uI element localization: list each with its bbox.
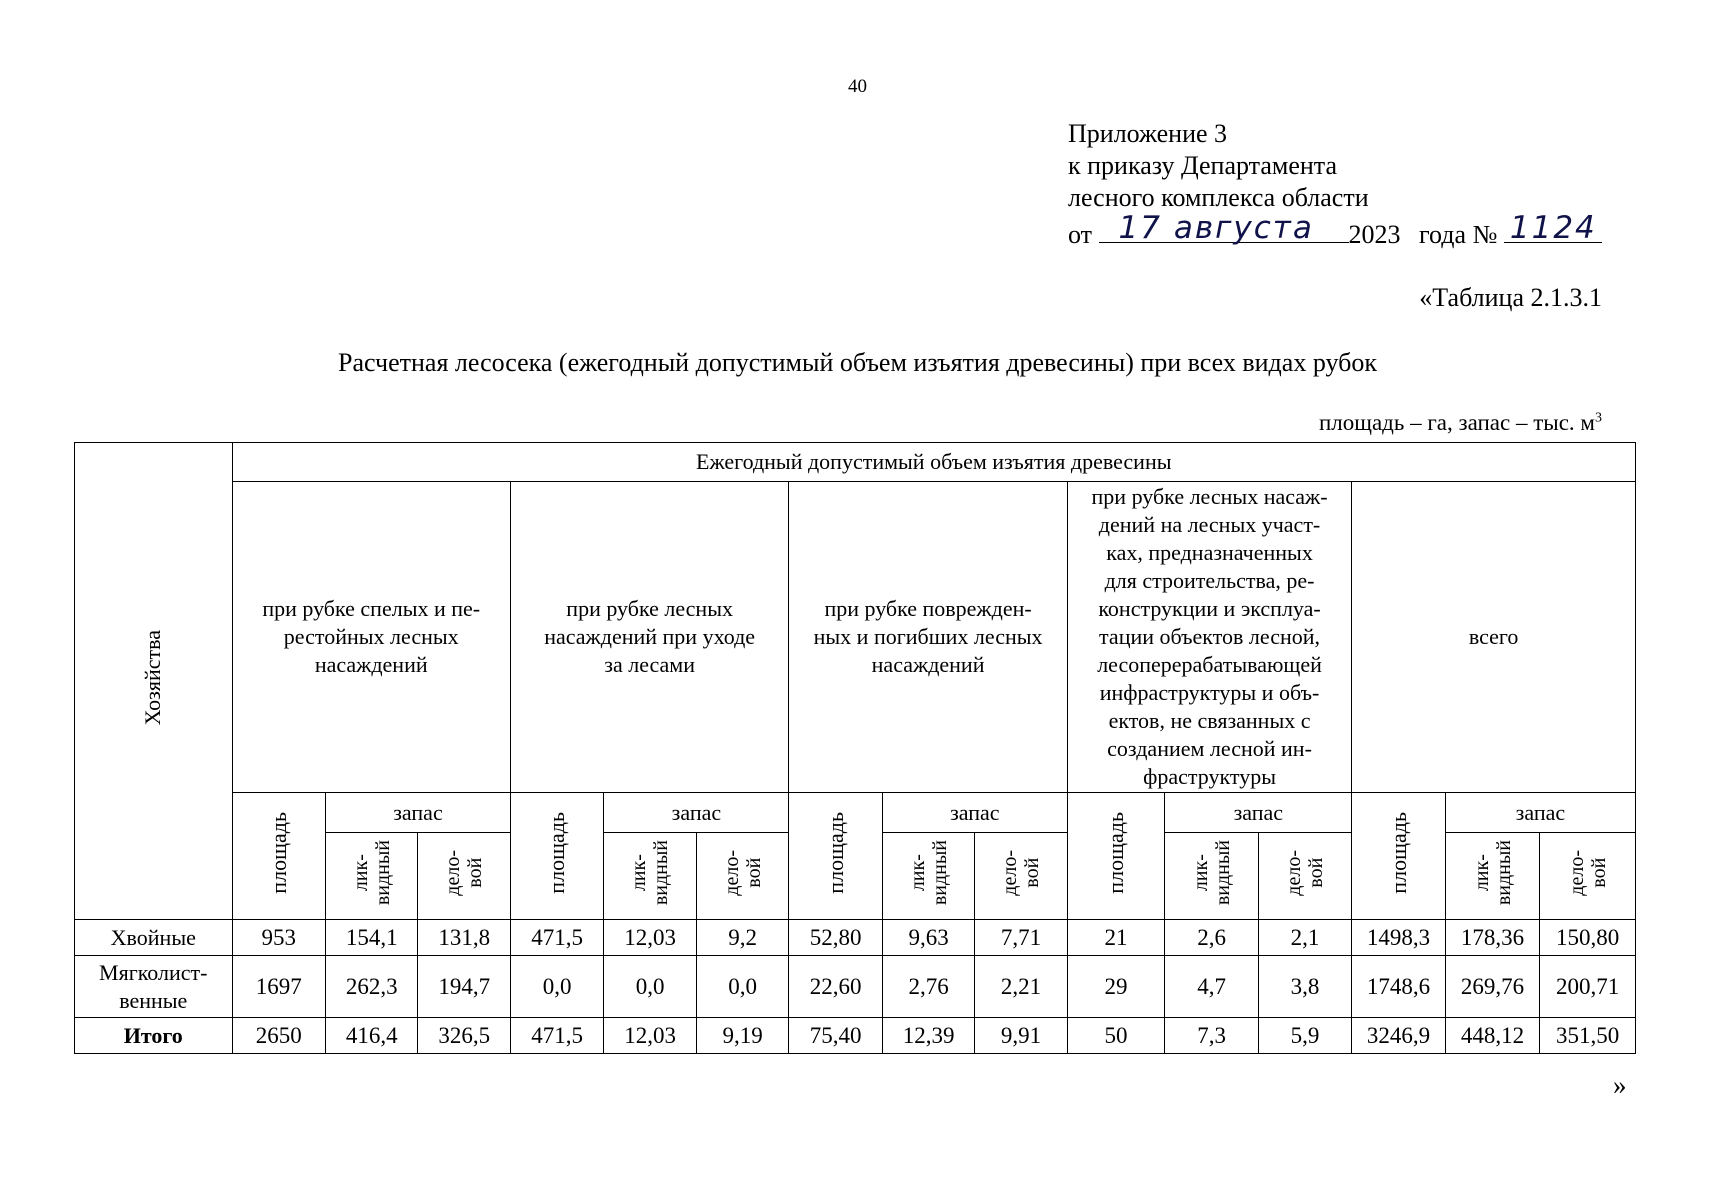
from-label: от	[1068, 220, 1093, 249]
area-label: площадь	[1385, 811, 1411, 894]
business-header-3	[975, 833, 1067, 920]
table-title: Расчетная лесосека (ежегодный допустимый объем изъятия древесины) при всех видах рубок	[338, 348, 1377, 377]
table-cell: 416,4	[326, 1018, 418, 1054]
handwritten-number: 1124	[1509, 210, 1597, 246]
table-cell: 5,9	[1258, 1018, 1351, 1054]
table-cell: 194,7	[418, 956, 510, 1018]
row-name: Мягколист- венные	[75, 956, 233, 1018]
business-header-4	[1258, 833, 1351, 920]
group-header-4: при рубке лесных насаж- дений на лесных участ- ках, предназначенных для строительства, ре- конструкции и эксплуа- тации объектов лесной, лесоперерабатывающей инфраструктуры и объ- ектов, не связанных с созданием лесной ин- фраструктуры	[1067, 482, 1352, 793]
area-header-5	[1352, 793, 1445, 920]
table-cell: 22,60	[789, 956, 882, 1018]
business-label: дело- вой	[1565, 849, 1610, 896]
area-label: площадь	[822, 811, 848, 894]
table-row	[75, 1018, 1636, 1054]
table-cell: 12,03	[604, 1018, 696, 1054]
table-number: «Таблица 2.1.3.1	[1419, 283, 1602, 312]
table-cell: 178,36	[1445, 920, 1540, 956]
table-row	[75, 956, 1636, 1018]
liquid-label: лик- видный	[349, 839, 394, 906]
table-cell: 29	[1067, 956, 1165, 1018]
appendix-line-2: к приказу Департамента	[1068, 151, 1338, 180]
table-cell: 9,63	[882, 920, 974, 956]
stock-header-4: запас	[1165, 793, 1352, 833]
business-label: дело- вой	[720, 849, 765, 896]
table-cell: 2,21	[975, 956, 1067, 1018]
table-cell: 200,71	[1540, 956, 1636, 1018]
appendix-line-1: Приложение 3	[1068, 119, 1228, 148]
appendix-date-line	[1068, 210, 1602, 251]
table-cell: 0,0	[510, 956, 603, 1018]
number-underline	[1504, 210, 1602, 246]
table-cell: 21	[1067, 920, 1165, 956]
table-cell: 269,76	[1445, 956, 1540, 1018]
page-number: 40	[848, 76, 867, 97]
table-cell: 9,91	[975, 1018, 1067, 1054]
table-cell: 9,19	[696, 1018, 788, 1054]
table-cell: 326,5	[418, 1018, 510, 1054]
table-cell: 448,12	[1445, 1018, 1540, 1054]
row-name: Итого	[75, 1018, 233, 1054]
area-header-2	[510, 793, 603, 920]
table-cell: 3,8	[1258, 956, 1351, 1018]
table-cell: 154,1	[326, 920, 418, 956]
units-note	[1319, 410, 1602, 436]
area-label: площадь	[265, 811, 291, 894]
table-cell: 7,3	[1165, 1018, 1258, 1054]
stock-header-1: запас	[326, 793, 511, 833]
table-cell: 471,5	[510, 920, 603, 956]
area-header-1	[232, 793, 325, 920]
business-header-1	[418, 833, 510, 920]
table-cell: 0,0	[604, 956, 696, 1018]
business-header-2	[696, 833, 788, 920]
lesoseka-table	[74, 442, 1636, 1054]
table-cell: 52,80	[789, 920, 882, 956]
row-header-cell	[75, 443, 233, 920]
area-label: площадь	[1103, 811, 1129, 894]
units-text: площадь – га, запас – тыс. м	[1318, 410, 1595, 435]
main-header: Ежегодный допустимый объем изъятия древесины	[232, 443, 1635, 482]
liquid-label: лик- видный	[906, 839, 951, 906]
appendix-block	[1068, 118, 1602, 251]
date-underline	[1099, 210, 1349, 246]
table-cell: 12,39	[882, 1018, 974, 1054]
table-cell: 351,50	[1540, 1018, 1636, 1054]
area-header-4	[1067, 793, 1165, 920]
table-cell: 75,40	[789, 1018, 882, 1054]
table-cell: 3246,9	[1352, 1018, 1445, 1054]
business-label: дело- вой	[1283, 849, 1328, 896]
row-name: Хвойные	[75, 920, 233, 956]
table-cell: 953	[232, 920, 325, 956]
liquid-header-3	[882, 833, 974, 920]
area-label: площадь	[544, 811, 570, 894]
table-cell: 4,7	[1165, 956, 1258, 1018]
business-label: дело- вой	[442, 849, 487, 896]
closing-quote: »	[1613, 1070, 1627, 1100]
row-header-label: Хозяйства	[140, 629, 166, 726]
table-cell: 150,80	[1540, 920, 1636, 956]
table-cell: 1748,6	[1352, 956, 1445, 1018]
table-cell: 2650	[232, 1018, 325, 1054]
number-label: года №	[1419, 220, 1498, 249]
table-cell: 0,0	[696, 956, 788, 1018]
table-cell: 131,8	[418, 920, 510, 956]
year: 2023	[1348, 220, 1401, 249]
table-row	[75, 920, 1636, 956]
area-header-3	[789, 793, 882, 920]
liquid-header-4	[1165, 833, 1258, 920]
stock-header-3: запас	[882, 793, 1067, 833]
liquid-header-5	[1445, 833, 1540, 920]
group-header-1: при рубке спелых и пе- рестойных лесных насаждений	[232, 482, 510, 793]
table-cell: 1498,3	[1352, 920, 1445, 956]
group-header-5: всего	[1352, 482, 1636, 793]
table-cell: 471,5	[510, 1018, 603, 1054]
liquid-header-2	[604, 833, 696, 920]
liquid-label: лик- видный	[628, 839, 673, 906]
business-header-5	[1540, 833, 1636, 920]
stock-header-5: запас	[1445, 793, 1635, 833]
liquid-label: лик- видный	[1470, 839, 1515, 906]
table-cell: 9,2	[696, 920, 788, 956]
handwritten-date: 17 августа	[1118, 210, 1314, 246]
table-cell: 50	[1067, 1018, 1165, 1054]
group-header-3: при рубке поврежден- ных и погибших лесных насаждений	[789, 482, 1067, 793]
table-cell: 2,1	[1258, 920, 1351, 956]
liquid-label: лик- видный	[1189, 839, 1234, 906]
group-header-2: при рубке лесных насаждений при уходе за лесами	[510, 482, 788, 793]
table-cell: 2,76	[882, 956, 974, 1018]
table-cell: 1697	[232, 956, 325, 1018]
table-cell: 262,3	[326, 956, 418, 1018]
liquid-header-1	[326, 833, 418, 920]
stock-header-2: запас	[604, 793, 789, 833]
appendix-line-3: лесного комплекса области	[1068, 183, 1369, 212]
table-cell: 2,6	[1165, 920, 1258, 956]
business-label: дело- вой	[999, 849, 1044, 896]
units-superscript: 3	[1595, 410, 1602, 426]
table-cell: 12,03	[604, 920, 696, 956]
table-cell: 7,71	[975, 920, 1067, 956]
